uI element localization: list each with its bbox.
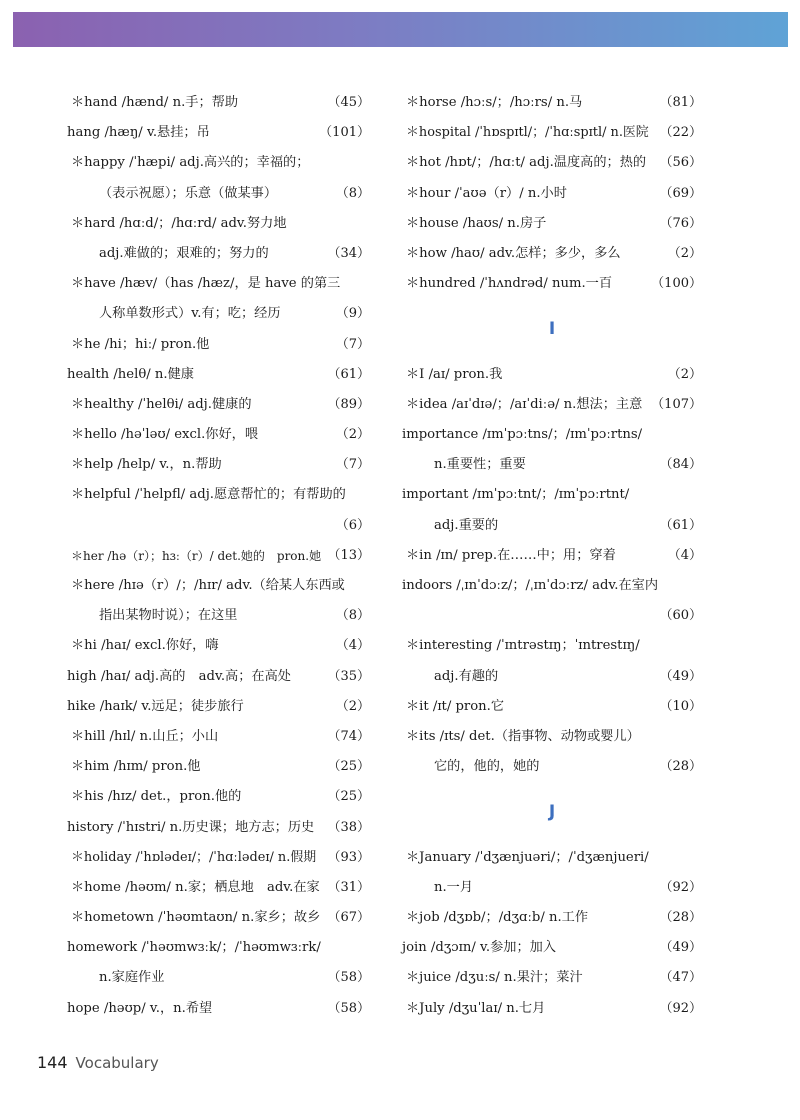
page-reference: （56） — [659, 155, 702, 171]
entry-text: importance /ɪmˈpɔːtns/；/ɪmˈpɔːrtns/ — [402, 427, 643, 443]
vocab-entry — [67, 631, 370, 661]
page-reference: （25） — [327, 759, 370, 775]
page-reference: （28） — [659, 759, 702, 775]
page-reference: （100） — [651, 276, 702, 292]
vocab-entry — [402, 692, 702, 722]
page-reference: （60） — [659, 608, 702, 624]
vocab-entry — [67, 88, 370, 118]
page-reference: （35） — [327, 668, 370, 684]
entry-text: ＊healthy /ˈhelθi/ adj.健康的 — [71, 396, 252, 412]
entry-text: 人称单数形式）v.有；吃；经历 — [99, 306, 281, 322]
vocab-entry — [67, 360, 370, 390]
vocab-entry — [402, 360, 702, 390]
page-reference: （13） — [327, 547, 370, 563]
entry-text: ＊house /haʊs/ n.房子 — [406, 215, 547, 231]
vocab-entry-continuation — [67, 179, 370, 209]
page-reference: （74） — [327, 728, 370, 744]
vocab-entry — [67, 903, 370, 933]
vocab-entry — [402, 722, 702, 752]
page-reference: （2） — [335, 427, 370, 443]
entry-text: ＊its /ɪts/ det.（指事物、动物或婴儿） — [406, 728, 640, 744]
vocabulary-column-left — [67, 88, 370, 1024]
page-reference: （8） — [335, 608, 370, 624]
entry-text: high /haɪ/ adj.高的 adv.高；在高处 — [67, 668, 291, 684]
entry-text: ＊January /ˈdʒænjuəri/；/ˈdʒænjueri/ — [406, 849, 649, 865]
entry-text: ＊hot /hɒt/；/hɑːt/ adj.温度高的；热的 — [406, 155, 647, 171]
page-reference: （49） — [659, 668, 702, 684]
vocab-entry — [67, 148, 370, 178]
entry-text: ＊him /hɪm/ pron.他 — [71, 759, 201, 775]
page-reference: （47） — [659, 970, 702, 986]
vocab-entry — [402, 933, 702, 963]
entry-text: ＊in /ɪn/ prep.在……中；用；穿着 — [406, 547, 616, 563]
page-reference: （2） — [667, 245, 702, 261]
page-reference: （107） — [651, 396, 702, 412]
page-reference: （7） — [335, 457, 370, 473]
entry-text: n.一月 — [434, 879, 474, 895]
entry-text: n.家庭作业 — [99, 970, 165, 986]
vocab-entry — [67, 752, 370, 782]
entry-text: ＊hour /ˈaʊə（r）/ n.小时 — [406, 185, 567, 201]
header-banner — [13, 12, 788, 47]
vocab-page-ref-line — [402, 601, 702, 631]
entry-text: ＊hello /həˈləʊ/ excl.你好，喂 — [71, 427, 259, 443]
vocab-entry — [402, 963, 702, 993]
entry-text: history /ˈhɪstri/ n.历史课；地方志；历史 — [67, 819, 315, 835]
page-number: 144 — [37, 1053, 68, 1072]
page-footer — [37, 1053, 159, 1072]
vocab-entry — [67, 269, 370, 299]
page-reference: （8） — [335, 185, 370, 201]
entry-text: ＊I /aɪ/ pron.我 — [406, 366, 503, 382]
entry-text: homework /ˈhəʊmwɜːk/；/ˈhəʊmwɜːrk/ — [67, 940, 321, 956]
entry-text: ＊happy /ˈhæpi/ adj.高兴的；幸福的； — [71, 155, 310, 171]
section-letter: J — [548, 802, 556, 823]
footer-label: Vocabulary — [75, 1054, 159, 1072]
entry-text: ＊hometown /ˈhəʊmtaʊn/ n.家乡；故乡 — [71, 910, 321, 926]
entry-text: ＊it /ɪt/ pron.它 — [406, 698, 505, 714]
entry-text: 它的，他的，她的 — [434, 759, 540, 775]
vocab-entry — [67, 330, 370, 360]
page-reference: （84） — [659, 457, 702, 473]
vocab-entry — [402, 269, 702, 299]
vocab-entry-continuation — [402, 873, 702, 903]
entry-text: ＊hospital /ˈhɒspɪtl/；/ˈhɑːspɪtl/ n.医院 — [406, 125, 649, 141]
page-reference: （93） — [327, 849, 370, 865]
vocab-entry — [67, 420, 370, 450]
vocab-entry — [67, 813, 370, 843]
vocab-entry-continuation — [402, 752, 702, 782]
page-reference: （4） — [335, 638, 370, 654]
vocab-page-ref-line — [67, 511, 370, 541]
entry-text: hang /hæŋ/ v.悬挂；吊 — [67, 125, 210, 141]
entry-text: ＊home /həʊm/ n.家；栖息地 adv.在家 — [71, 879, 320, 895]
vocab-entry-continuation — [67, 963, 370, 993]
page-reference: （81） — [659, 95, 702, 110]
vocab-entry — [402, 843, 702, 873]
page-reference: （76） — [659, 215, 702, 231]
vocab-entry — [67, 873, 370, 903]
page-reference: （61） — [327, 366, 370, 382]
vocab-entry — [402, 480, 702, 510]
entry-text: important /ɪmˈpɔːtnt/；/ɪmˈpɔːrtnt/ — [402, 487, 630, 503]
vocab-entry — [67, 933, 370, 963]
page-reference: （101） — [319, 125, 370, 141]
vocab-entry — [67, 450, 370, 480]
vocab-entry-continuation — [67, 299, 370, 329]
entry-text: ＊here /hɪə（r）/；/hɪr/ adv.（给某人东西或 — [71, 578, 345, 593]
entry-text: n.重要性；重要 — [434, 457, 526, 473]
page-reference: （61） — [659, 517, 702, 533]
page-reference: （10） — [659, 698, 702, 714]
entry-text: ＊help /help/ v.，n.帮助 — [71, 457, 222, 473]
page-reference: （4） — [667, 547, 702, 563]
vocab-entry — [402, 148, 702, 178]
page-reference: （92） — [659, 879, 702, 895]
entry-text: ＊he /hi；hiː/ pron.他 — [71, 336, 210, 352]
vocab-entry-continuation — [402, 662, 702, 692]
entry-text: health /helθ/ n.健康 — [67, 366, 194, 382]
entry-text: ＊interesting /ˈɪntrəstɪŋ；ˈɪntrestɪŋ/ — [406, 638, 640, 654]
entry-text: ＊have /hæv/（has /hæz/，是 have 的第三 — [71, 276, 341, 292]
vocab-entry — [402, 631, 702, 661]
entry-text: ＊horse /hɔːs/；/hɔːrs/ n.马 — [406, 95, 583, 110]
vocab-entry — [402, 420, 702, 450]
entry-text: adj.有趣的 — [434, 668, 499, 684]
vocab-entry — [67, 541, 370, 571]
vocab-entry — [402, 88, 702, 118]
entry-text: ＊juice /dʒuːs/ n.果汁；菜汁 — [406, 970, 583, 986]
page-reference: （2） — [335, 698, 370, 714]
vocab-entry — [402, 390, 702, 420]
vocab-entry — [402, 571, 702, 601]
page-reference: （58） — [327, 1000, 370, 1016]
entry-text: hike /haɪk/ v.远足；徒步旅行 — [67, 698, 244, 714]
vocab-entry — [67, 722, 370, 752]
page-reference: （45） — [327, 95, 370, 110]
entry-text: ＊hi /haɪ/ excl.你好，嗨 — [71, 638, 219, 654]
vocab-entry — [67, 782, 370, 812]
entry-text: ＊job /dʒɒb/；/dʒɑːb/ n.工作 — [406, 910, 589, 926]
entry-text: adj.难做的；艰难的；努力的 — [99, 245, 269, 261]
vocab-entry — [402, 118, 702, 148]
vocab-entry — [67, 480, 370, 510]
entry-text: ＊idea /aɪˈdɪə/；/aɪˈdiːə/ n.想法；主意 — [406, 396, 643, 412]
entry-text: join /dʒɔɪn/ v.参加；加入 — [402, 940, 557, 956]
page-reference: （49） — [659, 940, 702, 956]
page-reference: （92） — [659, 1000, 702, 1016]
page-reference: （38） — [327, 819, 370, 835]
entry-text: （表示祝愿）；乐意（做某事） — [99, 185, 278, 201]
page-reference: （25） — [327, 789, 370, 805]
vocab-entry — [67, 118, 370, 148]
vocab-entry — [67, 692, 370, 722]
entry-text: ＊hard /hɑːd/；/hɑːrd/ adv.努力地 — [71, 215, 287, 231]
page-reference: （67） — [327, 910, 370, 926]
vocab-entry — [402, 239, 702, 269]
vocab-entry — [67, 571, 370, 601]
vocab-entry — [67, 390, 370, 420]
vocab-entry-continuation — [67, 239, 370, 269]
page-reference: （34） — [327, 245, 370, 261]
vocab-entry — [402, 179, 702, 209]
page-reference: （58） — [327, 970, 370, 986]
page-reference: （2） — [667, 366, 702, 382]
page-reference: （69） — [659, 185, 702, 201]
vocab-entry-continuation — [67, 601, 370, 631]
entry-text: ＊hand /hænd/ n.手；帮助 — [71, 95, 239, 110]
page-reference: （9） — [335, 306, 370, 322]
entry-text: ＊her /hə（r）；hɜː（r）/ det.她的 pron.她 — [71, 548, 322, 563]
entry-text: ＊hundred /ˈhʌndrəd/ num.一百 — [406, 276, 613, 292]
entry-text: ＊hill /hɪl/ n.山丘；小山 — [71, 728, 219, 744]
entry-text: ＊his /hɪz/ det.，pron.他的 — [71, 789, 242, 805]
page-reference: （28） — [659, 910, 702, 926]
vocabulary-column-right — [402, 88, 702, 1024]
entry-text: ＊helpful /ˈhelpfl/ adj.愿意帮忙的；有帮助的 — [71, 487, 346, 503]
entry-text: adj.重要的 — [434, 517, 499, 533]
entry-text: 指出某物时说）；在这里 — [99, 608, 238, 624]
vocab-entry-continuation — [402, 450, 702, 480]
vocab-entry-continuation — [402, 511, 702, 541]
vocab-entry — [402, 209, 702, 239]
vocab-entry — [67, 843, 370, 873]
vocab-entry — [402, 903, 702, 933]
page-reference: （6） — [335, 517, 370, 533]
vocab-entry — [67, 994, 370, 1024]
page-reference: （89） — [327, 396, 370, 412]
page-reference: （7） — [335, 336, 370, 352]
page-reference: （31） — [327, 879, 370, 895]
vocab-entry — [402, 994, 702, 1024]
entry-text: ＊holiday /ˈhɒlədeɪ/；/ˈhɑːlədeɪ/ n.假期 — [71, 849, 317, 865]
vocab-entry — [67, 209, 370, 239]
section-letter: I — [548, 319, 556, 340]
entry-text: ＊how /haʊ/ adv.怎样；多少，多么 — [406, 245, 621, 261]
entry-text: hope /həʊp/ v.，n.希望 — [67, 1000, 213, 1016]
vocab-entry — [67, 662, 370, 692]
entry-text: indoors /ˌɪnˈdɔːz/；/ˌɪnˈdɔːrz/ adv.在室内 — [402, 578, 659, 594]
entry-text: ＊July /dʒuˈlaɪ/ n.七月 — [406, 1000, 546, 1016]
vocab-entry — [402, 541, 702, 571]
page-reference: （22） — [659, 125, 702, 141]
